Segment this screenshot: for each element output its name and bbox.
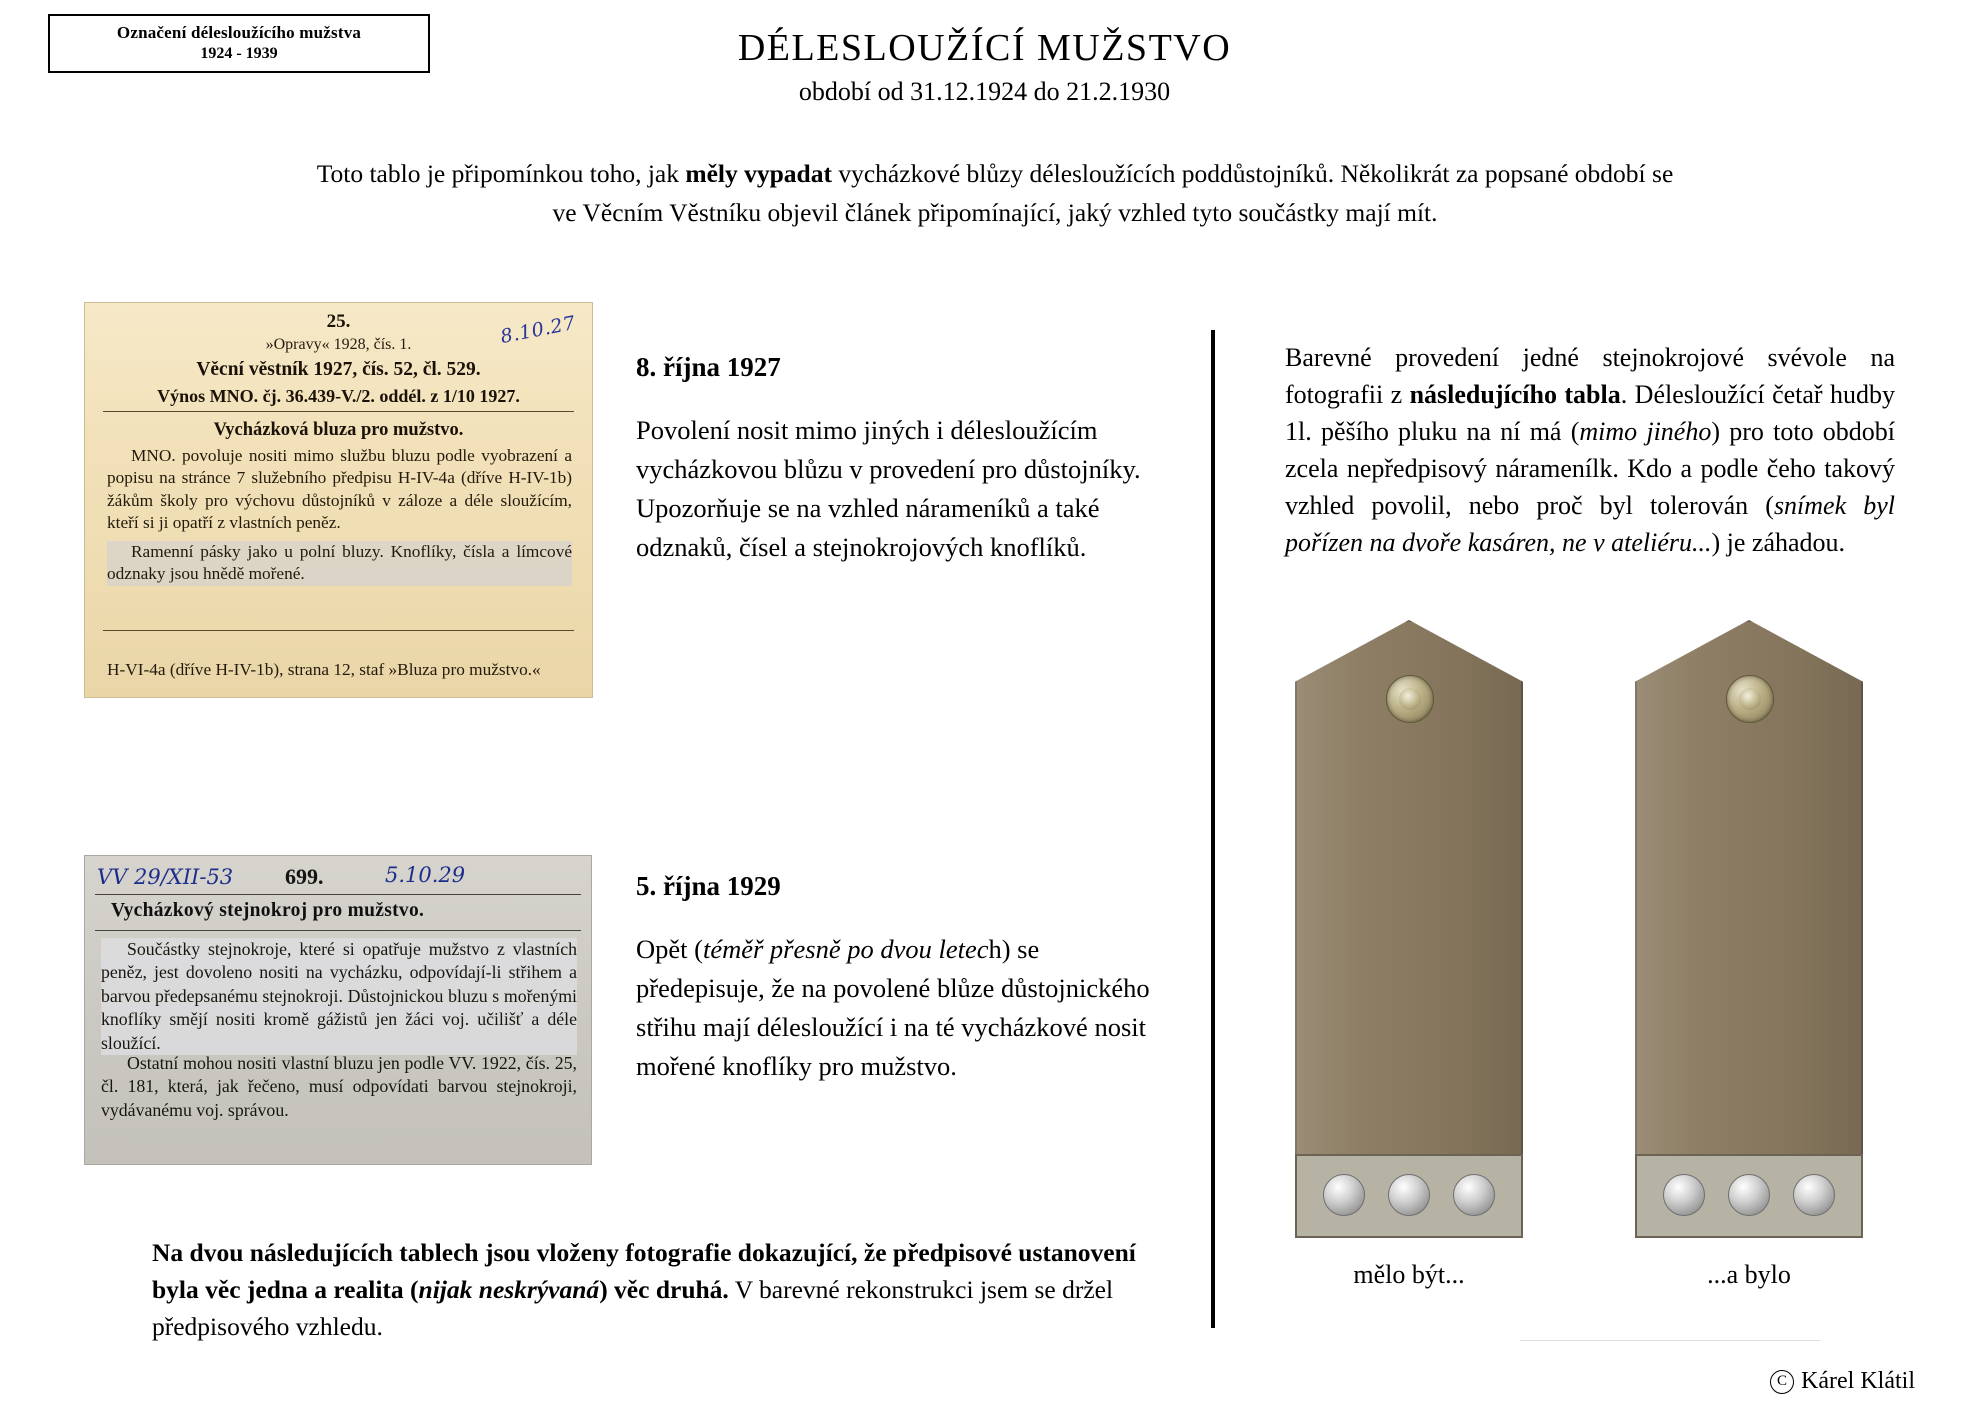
stud-icon [1663, 1174, 1705, 1216]
clipping1-heading: Vycházková bluza pro mužstvo. [213, 420, 464, 440]
body-text-1929 [636, 930, 1166, 1086]
newspaper-clipping-1927 [84, 302, 593, 698]
clipping2-number: 699. [285, 864, 324, 889]
clipping1-body-main: MNO. povoluje nositi mimo službu bluzu podle vyobrazení a popisu na stránce 7 služebního předpisu H-IV-4a (dříve H-IV-1b) žákům školy pro výchovu důstojníků v záloze a déle sloužícím, kteří si ji opatří z vlastních peněz. [107, 446, 572, 533]
bottom-note-bold-italic: nijak neskrývaná [418, 1275, 600, 1305]
intro-bold: měly vypadat [685, 159, 832, 188]
copyright-notice [1770, 1368, 1915, 1395]
corner-title-line1: Označení délesloužícího mužstva [116, 23, 362, 42]
clipping1-vynos-line: Výnos MNO. čj. 36.439-V./2. oddél. z 1/10 1927. [157, 386, 520, 406]
bottom-note-rest: V barevné rekonstrukci jsem se držel předpisového vzhledu. [152, 1275, 1114, 1342]
body-1929-part-a: Opět ( [636, 934, 703, 964]
epaulette-caption-right: ...a bylo [1707, 1260, 1791, 1289]
clipping2-divider-mid [95, 930, 581, 931]
clipping2-body-2 [101, 1052, 577, 1122]
corner-title-line2: 1924 - 1939 [200, 44, 278, 62]
stud-icon [1323, 1174, 1365, 1216]
clipping1-divider-bottom [103, 630, 574, 631]
clipping1-vestnik-line: Věcní věstník 1927, čís. 52, čl. 529. [196, 359, 481, 380]
right-p2: . Délesloužící četař hudby 1l. pěšího pluku na ní má ( [1285, 379, 1895, 446]
intro-part1: Toto tablo je připomínkou toho, jak [316, 159, 686, 188]
right-p3: ) pro toto období zcela nepředpisový náramenílk. Kdo a podle čeho takový vzhled povolil, nebo proč byl tolerován ( [1285, 416, 1896, 520]
right-bold1: následujícího tabla [1409, 379, 1621, 409]
epaulette-actual [1635, 620, 1863, 1238]
date-heading-1927: 8. října 1927 [636, 352, 781, 382]
faint-rule [1520, 1340, 1820, 1341]
body-text-1927: Povolení nosit mimo jiných i délesloužícím vycházkovou blůzu v provedení pro důstojníky. Upozorňuje se na vzhled nárameníků a také odznaků, čísel a stejnokrojových knoflíků. [636, 415, 1141, 562]
clipping2-body2-text: Ostatní mohou nositi vlastní bluzu jen podle VV. 1922, čís. 25, čl. 181, která, jak řečeno, musí odpovídati barvou stejnokroji, vydávanému voj. správou. [101, 1053, 577, 1120]
stud-icon [1453, 1174, 1495, 1216]
epaulette-illustrations [1285, 620, 1905, 1320]
clipping2-handwritten-left: VV 29/XII-53 [97, 865, 234, 889]
clipping2-handwritten-right: 5.10.29 [385, 863, 466, 887]
body-1929-italic: téměř přesně po dvou letec [702, 934, 989, 964]
right-column-text [1285, 340, 1895, 561]
page-title: DÉLESLOUŽÍCÍ MUŽSTVO [737, 27, 1232, 69]
page-subtitle: období od 31.12.1924 do 21.2.1930 [798, 77, 1171, 106]
stud-icon [1793, 1174, 1835, 1216]
clipping1-body-highlight: Ramenní pásky jako u polní bluzy. Knoflíky, čísla a límcové odznaky jsou hnědě mořené. [107, 541, 572, 586]
epaulette-studs-right [1635, 1174, 1863, 1216]
clipping1-number: 25. [326, 311, 351, 332]
body-1929-part-b: h) se předepisuje, že na povolené blůze důstojnického střihu mají délesloužící i na té vycházkové nosit mořené knoflíky pro mužstvo. [636, 934, 1150, 1081]
bottom-note-bold1: Na dvou následujících tablech jsou vloženy fotografie dokazující, že předpisové ustanovení byla věc jedna a realita ( [152, 1238, 1136, 1305]
clipping1-body [107, 445, 572, 586]
newspaper-clipping-1929 [84, 855, 592, 1165]
epaulette-studs-left [1295, 1174, 1523, 1216]
clipping2-divider-top [95, 894, 581, 895]
clipping1-opravy-line: »Opravy« 1928, čís. 1. [265, 336, 412, 353]
clipping1-divider-top [103, 411, 574, 412]
intro-paragraph [310, 155, 1680, 233]
bottom-note [152, 1234, 1187, 1346]
stud-icon [1728, 1174, 1770, 1216]
copyright-icon: C [1770, 1370, 1794, 1394]
column-divider [1211, 330, 1215, 1328]
clipping2-heading: Vycházkový stejnokroj pro mužstvo. [111, 900, 425, 921]
epaulette-button-icon-left [1386, 675, 1434, 723]
clipping1-handwritten-date: 8.10.27 [498, 311, 578, 349]
clipping2-body-1 [101, 938, 577, 1055]
text-block-1929 [636, 871, 1166, 1086]
text-block-1927 [636, 352, 1166, 567]
right-italic2: snímek byl pořízen na dvoře kasáren, ne v ateliéru... [1285, 490, 1896, 557]
epaulette-prescribed [1295, 620, 1523, 1238]
stud-icon [1388, 1174, 1430, 1216]
right-p1: Barevné provedení jedné stejnokrojové svévole na fotografii z [1285, 343, 1895, 409]
date-heading-1929: 5. října 1929 [636, 871, 781, 901]
clipping2-body1-text: Součástky stejnokroje, které si opatřuje mužstvo z vlastních peněz, jest dovoleno nositi na vycházku, odpovídají-li střihem a barvou předepsanému stejnokroji. Důstojnickou bluzu s mořenými knoflíky smějí nositi kromě gážistů jen žáci voj. učilišť a déle sloužící. [101, 938, 577, 1055]
copyright-text: Kárel Klátil [1801, 1368, 1915, 1394]
clipping1-footer: H-VI-4a (dříve H-IV-1b), strana 12, staf »Bluza pro mužstvo.« [107, 659, 541, 679]
intro-part2: vycházkové blůzy délesloužících poddůstojníků. Několikrát za popsané období se ve Věcním Věstníku objevil článek připomínající, jaký vzhled tyto součástky mají mít. [552, 159, 1674, 227]
epaulette-button-icon-right [1726, 675, 1774, 723]
page-header [0, 26, 1969, 107]
bottom-note-bold2: ) věc druhá. [599, 1275, 729, 1305]
right-p4: ) je záhadou. [1711, 527, 1846, 557]
right-italic1: mimo jiného [1579, 416, 1712, 446]
epaulette-caption-left: mělo být... [1353, 1260, 1465, 1289]
